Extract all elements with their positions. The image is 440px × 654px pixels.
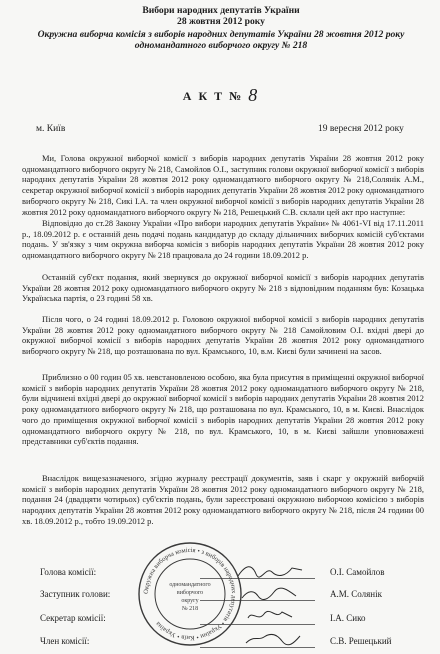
paragraph-last-submitter: Останній суб'єкт подання, який звернувся до окружної виборчої комісії з виборів народних депутатів України 28 жовтня 2012 року одномандатного виборчого округу № 218 з відповідним поданням був: Козацька Українська партія, о 23 годині 58 хв. xyxy=(22,272,424,304)
header-election-date: 28 жовтня 2012 року xyxy=(177,16,265,27)
commission-stamp xyxy=(136,540,244,648)
header-district-number: одномандатного виборчого округу № 218 xyxy=(134,40,308,51)
stamp-center-line-3: округу xyxy=(181,598,199,604)
paragraph-doors-closed: Після чого, о 24 годині 18.09.2012 р. Головою окружної виборчої комісії з виборів народних депутатів України 28 жовтня 2012 року одномандатного виборчого округу № 218 Самойловим О.І. вхідні двері до окружної виборчої комісії з виборів народних депутатів України 28 жовтня 2012 року одномандатного виборчого округу № 218, що розташована по вул. Крамського, 10, в.м. Києві були зачинені на засов. xyxy=(22,314,424,357)
signature-role-secretary: Секретар комісії: xyxy=(40,613,106,623)
stamp-center-line-4: № 218 xyxy=(181,606,199,612)
paragraph-intro: Ми, Голова окружної виборчої комісії з виборів народних депутатів України 28 жовтня 2012 року одномандатного виборчого округу № 218, Самойлов О.І., заступник голови окружної виборчої комісії з виборів народних депутатів України 28 жовтня 2012 року одномандатного виборчого округу № 218,Солянік А.М., секретар окружної виборчої комісії з виборів народних депутатів України 28 жовтня 2012 року одномандатного виборчого округу № 218, Сикі І.А. та член окружної виборчої комісії з виборів народних депутатів України 28 жовтня 2012 року одномандатного виборчого округу № 218, Решецький С.В. склали цей акт про наступне: xyxy=(22,153,424,217)
paragraph-doors-opened: Приблизно о 00 годин 05 хв. невстановленою особою, яка була присутня в приміщенні окружної виборчої комісії з виборів народних депутатів України 28 жовтня 2012 року одномандатного виборчого округу № 218, були відчинені вхідні двері до окружної виборчої комісії з виборів народних депутатів України 28 жовтня 2012 року одномандатного виборчого округу № 218, що розташована по вул. Крамського, 10, в м. Києві. Внаслідок чого до приміщення окружної виборчої комісії з виборів народних депутатів України 28 жовтня 2012 року одномандатного виборчого округу № 218, по вул. Крамського, 10, в м. Києві зайшли уповноважені представники суб'єктів подання. xyxy=(22,372,424,447)
stamp-center-line-1: одномандатного xyxy=(169,582,211,588)
handwritten-signature-member xyxy=(244,631,302,647)
stamp-ring-text: Окружна виборча комісія • з виборів народних депутатів • України • Київ • Україна xyxy=(142,546,238,642)
paragraph-legal-basis: Відповідно до ст.28 Закону України «Про вибори народних депутатів України» № 4061-VI від 17.11.2011 р., 18.09.2012 р. є останній день подачі подань кандидатур до складу дільничних виборчих комісій суб'єктами подань. У зв'язку з чим окружна виборча комісія з виборів народних депутатів України 28 жовтня 2012 року одномандатного виборчого округу № 218 працювала до 24 години 18.09.2012 р. xyxy=(22,218,424,261)
act-title: А К Т № xyxy=(182,89,244,103)
handwritten-signature-secretary xyxy=(246,608,296,624)
signature-name-member: С.В. Решецький xyxy=(330,636,392,646)
act-number-handwritten: 8 xyxy=(248,85,258,105)
signature-name-secretary: І.А. Сико xyxy=(330,613,366,623)
signature-role-member: Член комісії: xyxy=(40,636,90,646)
header-commission-name: Окружна виборча комісія з виборів народних депутатів України 28 жовтня 2012 року xyxy=(37,29,405,40)
signature-name-head: О.І. Самойлов xyxy=(330,567,385,577)
handwritten-signature-head xyxy=(236,562,306,580)
stamp-center-line-2: виборчого xyxy=(176,590,204,596)
signature-name-deputy: А.М. Солянік xyxy=(330,589,382,599)
header-election-title: Вибори народних депутатів України xyxy=(142,5,300,16)
signature-role-head: Голова комісії: xyxy=(40,567,97,577)
paragraph-conclusion: Внаслідок вищезазначеного, згідно журналу реєстрації документів, заяв і скарг у окружній виборчій комісії з виборів народних депутатів України 28 жовтня 2012 року одномандатного виборчого округу № 218, подання 24 (двадцяти чотирьох) суб'єктів подань, були зареєстровані окружною виборчою комісією з виборів народних депутатів України 28 жовтня 2012 року одномандатного виборчого округу № 218, після 24 години 00 хв. 18.09.2012 р., тобто 19.09.2012 р. xyxy=(22,473,424,526)
document-date: 19 вересня 2012 року xyxy=(318,124,404,134)
act-heading xyxy=(0,84,440,105)
handwritten-signature-deputy xyxy=(240,586,300,602)
place-of-signing: м. Київ xyxy=(36,124,66,134)
signature-role-deputy: Заступник голови: xyxy=(40,589,111,599)
